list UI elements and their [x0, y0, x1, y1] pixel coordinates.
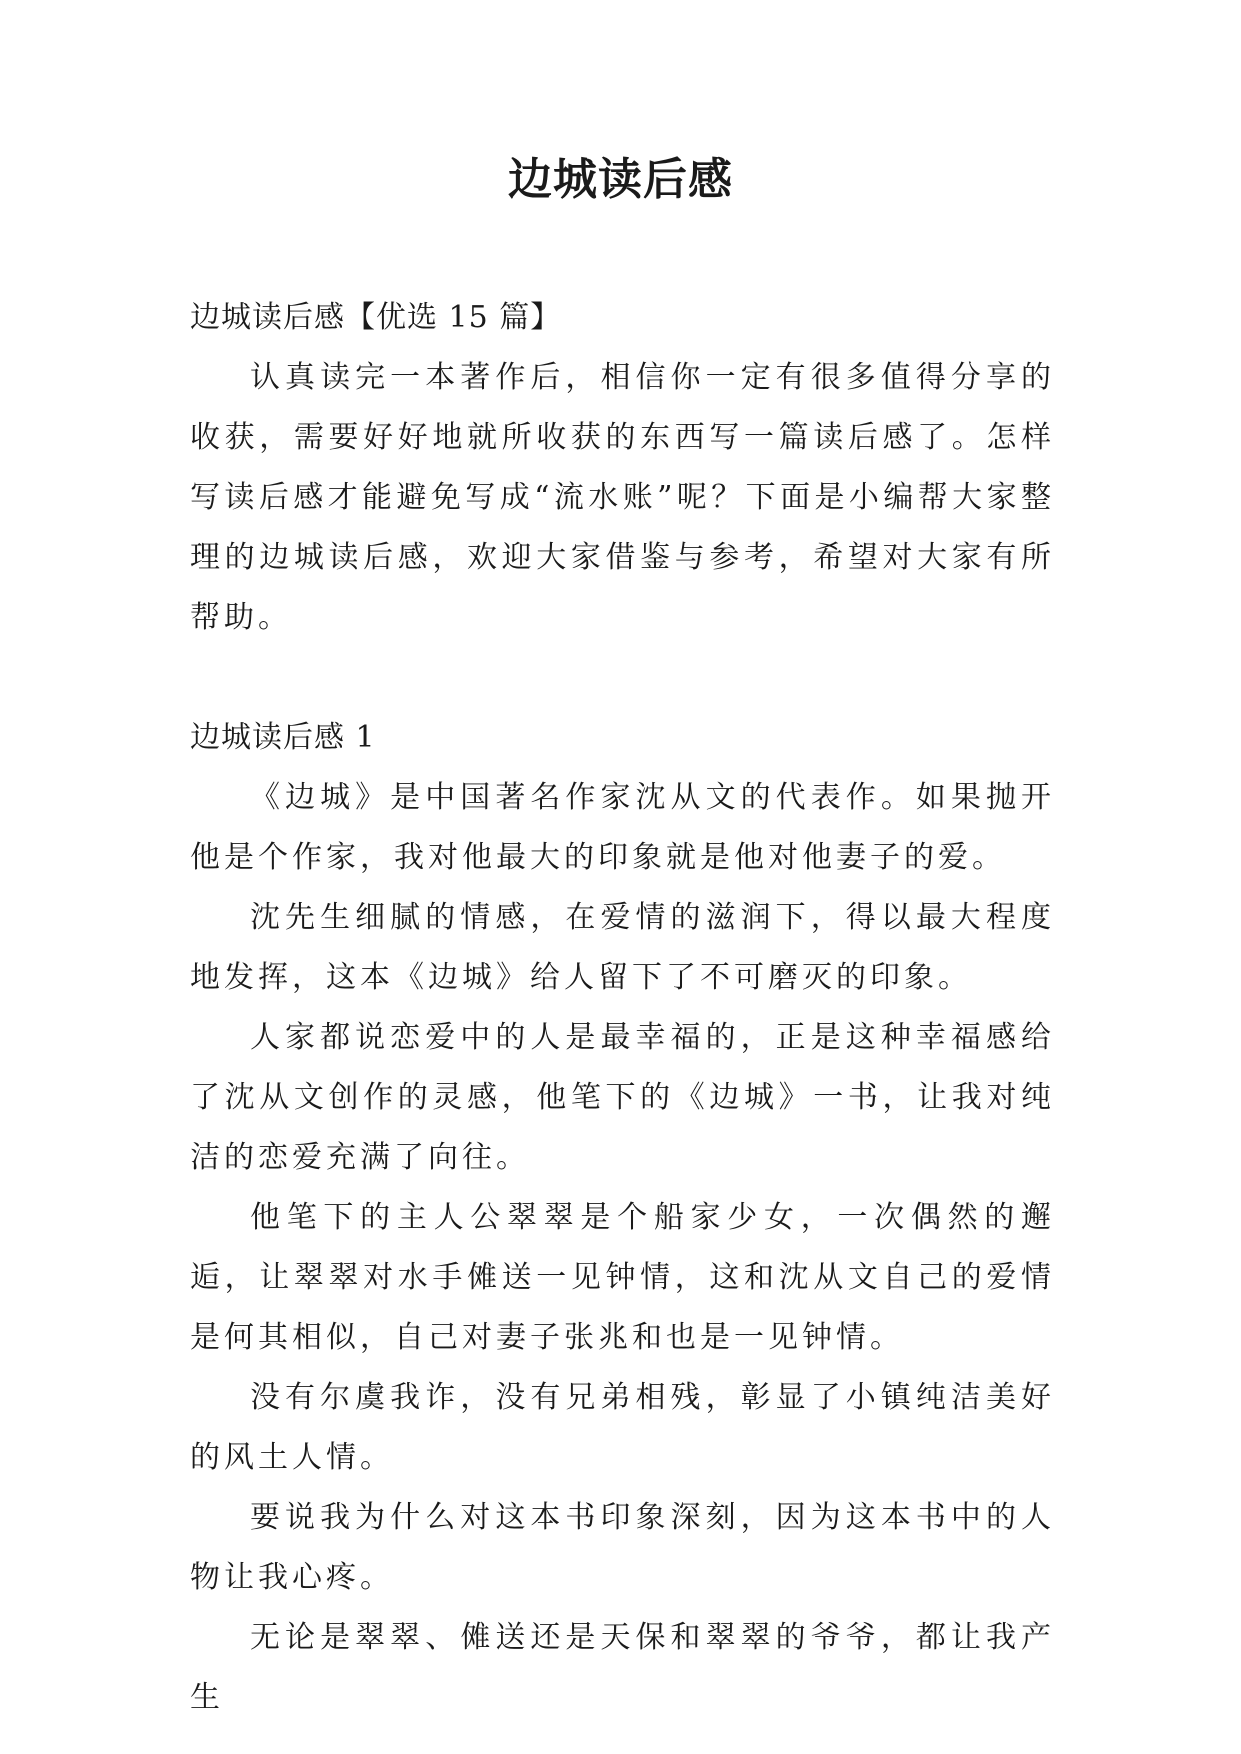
body-paragraph: 无论是翠翠、傩送还是天保和翠翠的爷爷，都让我产生 — [190, 1620, 1055, 1715]
body-paragraph: 沈先生细腻的情感，在爱情的滋润下，得以最大程度地发挥，这本《边城》给人留下了不可磨灭的印象。 — [190, 900, 1055, 995]
intro-paragraph: 认真读完一本著作后，相信你一定有很多值得分享的收获，需要好好地就所收获的东西写一篇读后感了。怎样写读后感才能避免写成“流水账”呢？下面是小编帮大家整理的边城读后感，欢迎大家借鉴与参考，希望对大家有所帮助。 — [190, 360, 1055, 635]
document-title: 边城读后感 — [508, 154, 733, 205]
paragraph-spacer — [190, 648, 1055, 708]
body-paragraph: 《边城》是中国著名作家沈从文的代表作。如果抛开他是个作家，我对他最大的印象就是他对他妻子的爱。 — [190, 780, 1055, 875]
body-paragraph: 没有尔虞我诈，没有兄弟相残，彰显了小镇纯洁美好的风土人情。 — [190, 1380, 1055, 1475]
body-paragraph: 要说我为什么对这本书印象深刻，因为这本书中的人物让我心疼。 — [190, 1500, 1055, 1595]
document-subtitle: 边城读后感【优选 15 篇】 — [190, 300, 562, 335]
body-paragraph: 人家都说恋爱中的人是最幸福的，正是这种幸福感给了沈从文创作的灵感，他笔下的《边城》一书，让我对纯洁的恋爱充满了向往。 — [190, 1020, 1055, 1175]
document-body — [190, 288, 1055, 1728]
body-paragraph: 他笔下的主人公翠翠是个船家少女，一次偶然的邂逅，让翠翠对水手傩送一见钟情，这和沈从文自己的爱情是何其相似，自己对妻子张兆和也是一见钟情。 — [190, 1200, 1055, 1355]
section-heading: 边城读后感 1 — [190, 720, 376, 755]
